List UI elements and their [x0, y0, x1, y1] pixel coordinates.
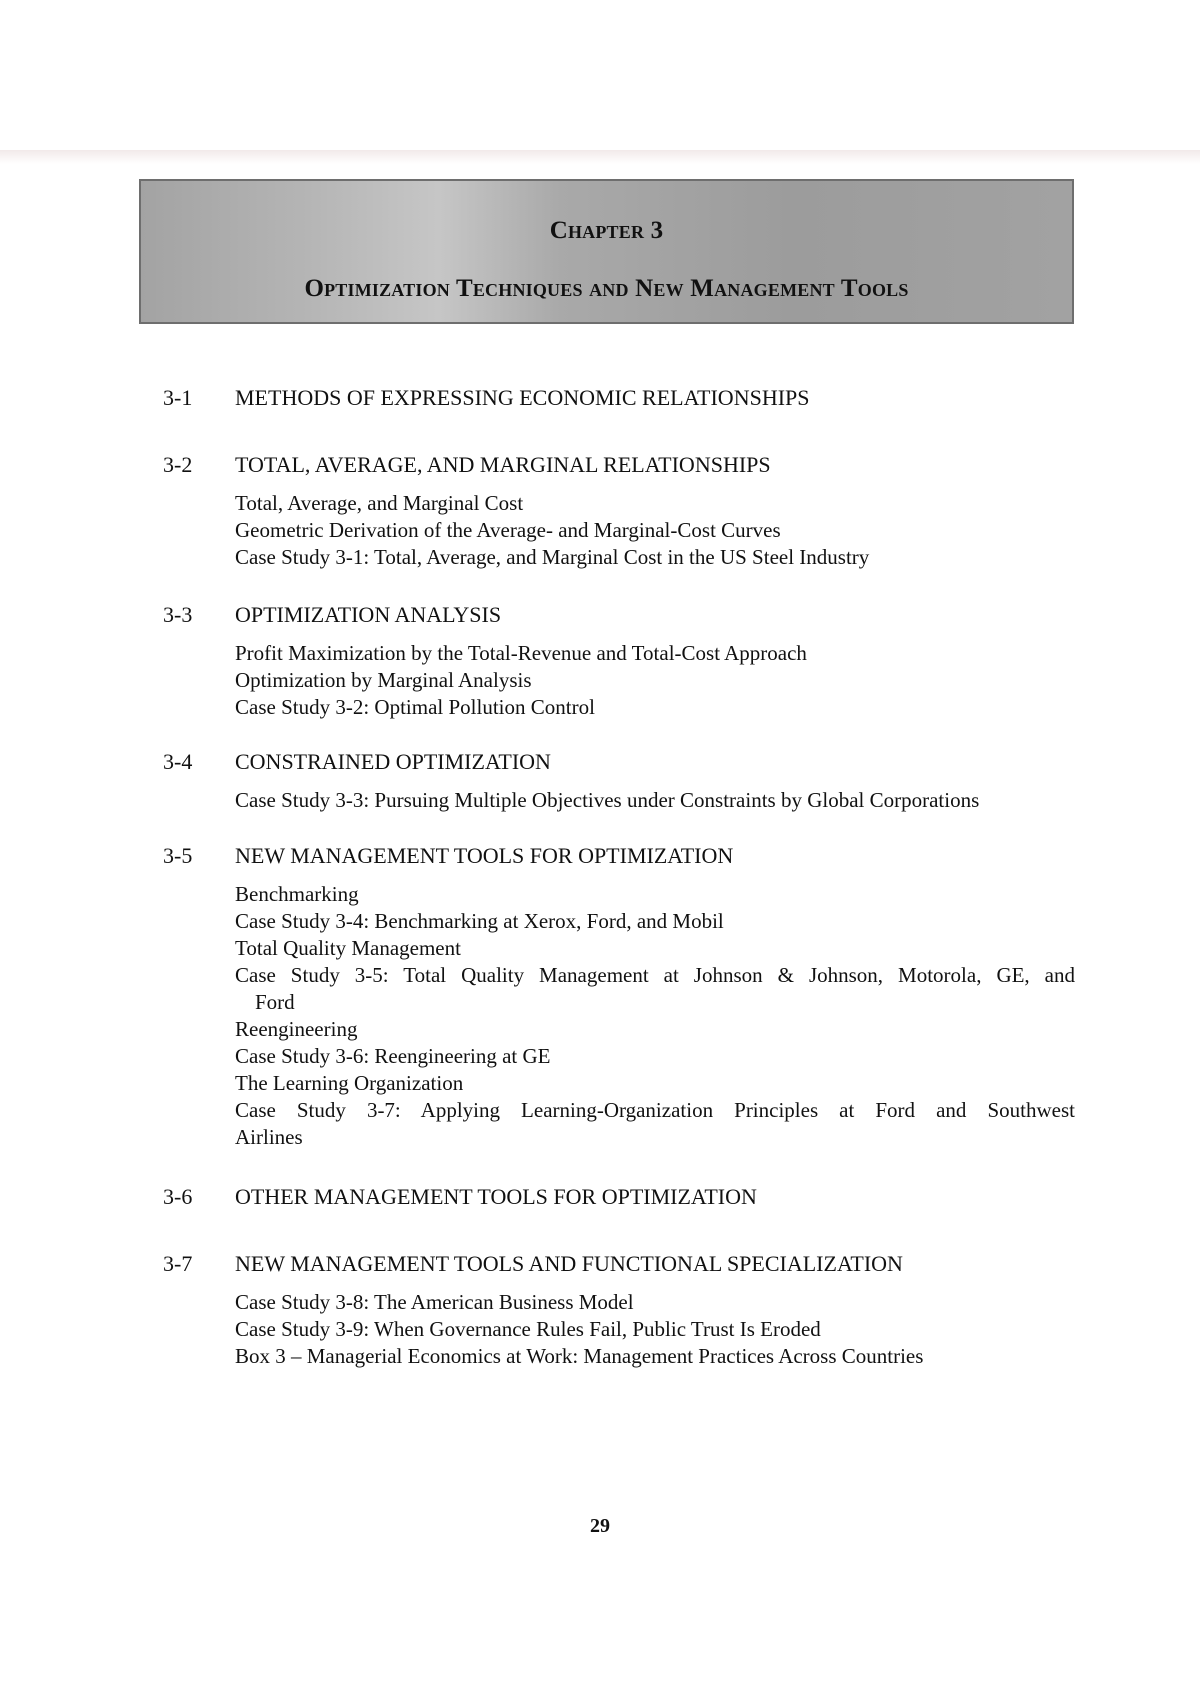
section-subitems [235, 787, 1075, 814]
subitem: Case Study 3-6: Reengineering at GE [235, 1044, 551, 1068]
subitem-continuation: Airlines [235, 1125, 303, 1149]
section-title: NEW MANAGEMENT TOOLS FOR OPTIMIZATION [235, 843, 734, 868]
section-title: OTHER MANAGEMENT TOOLS FOR OPTIMIZATION [235, 1184, 757, 1209]
subitem: Case Study 3-2: Optimal Pollution Control [235, 695, 595, 719]
subitem: Geometric Derivation of the Average- and Marginal-Cost Curves [235, 518, 781, 542]
subitem: The Learning Organization [235, 1071, 464, 1095]
section-number: 3-2 [163, 452, 193, 477]
subitem: Total Quality Management [235, 936, 461, 960]
section-number: 3-6 [163, 1184, 193, 1209]
subitem: Case Study 3-7: Applying Learning-Organization Principles at Ford and Southwest [235, 1098, 1075, 1122]
subitem: Case Study 3-9: When Governance Rules Fail, Public Trust Is Eroded [235, 1317, 821, 1341]
section-title: OPTIMIZATION ANALYSIS [235, 602, 502, 627]
subitem: Case Study 3-8: The American Business Model [235, 1290, 634, 1314]
subitem: Case Study 3-3: Pursuing Multiple Objectives under Constraints by Global Corporations [235, 788, 980, 812]
section-subitems [235, 490, 1075, 571]
subitem-continuation: Ford [255, 990, 295, 1014]
section-title: NEW MANAGEMENT TOOLS AND FUNCTIONAL SPECIALIZATION [235, 1251, 903, 1276]
chapter-title: Optimization Techniques and New Management Tools [304, 275, 909, 302]
section-title: CONSTRAINED OPTIMIZATION [235, 749, 551, 774]
section-subitems [235, 881, 1075, 1151]
subitem: Reengineering [235, 1017, 358, 1041]
section-number: 3-4 [163, 749, 193, 774]
section-number: 3-3 [163, 602, 193, 627]
section-subitems [235, 640, 1075, 721]
subitem: Total, Average, and Marginal Cost [235, 491, 524, 515]
subitem: Box 3 – Managerial Economics at Work: Management Practices Across Countries [235, 1344, 924, 1368]
section-number: 3-7 [163, 1251, 193, 1276]
subitem: Case Study 3-1: Total, Average, and Marginal Cost in the US Steel Industry [235, 545, 870, 569]
section-number: 3-1 [163, 385, 193, 410]
page-top-shadow [0, 150, 1200, 164]
chapter-number: Chapter 3 [549, 217, 664, 244]
section-title: TOTAL, AVERAGE, AND MARGINAL RELATIONSHIPS [235, 452, 771, 477]
subitem: Optimization by Marginal Analysis [235, 668, 532, 692]
section-number: 3-5 [163, 843, 193, 868]
section-title: METHODS OF EXPRESSING ECONOMIC RELATIONSHIPS [235, 385, 810, 410]
subitem: Benchmarking [235, 882, 359, 906]
page-number: 29 [590, 1515, 610, 1537]
subitem: Case Study 3-5: Total Quality Management at Johnson & Johnson, Motorola, GE, and [235, 963, 1075, 987]
section-subitems [235, 1289, 1075, 1370]
subitem: Profit Maximization by the Total-Revenue and Total-Cost Approach [235, 641, 807, 665]
subitem: Case Study 3-4: Benchmarking at Xerox, Ford, and Mobil [235, 909, 724, 933]
chapter-header-box [139, 179, 1074, 324]
